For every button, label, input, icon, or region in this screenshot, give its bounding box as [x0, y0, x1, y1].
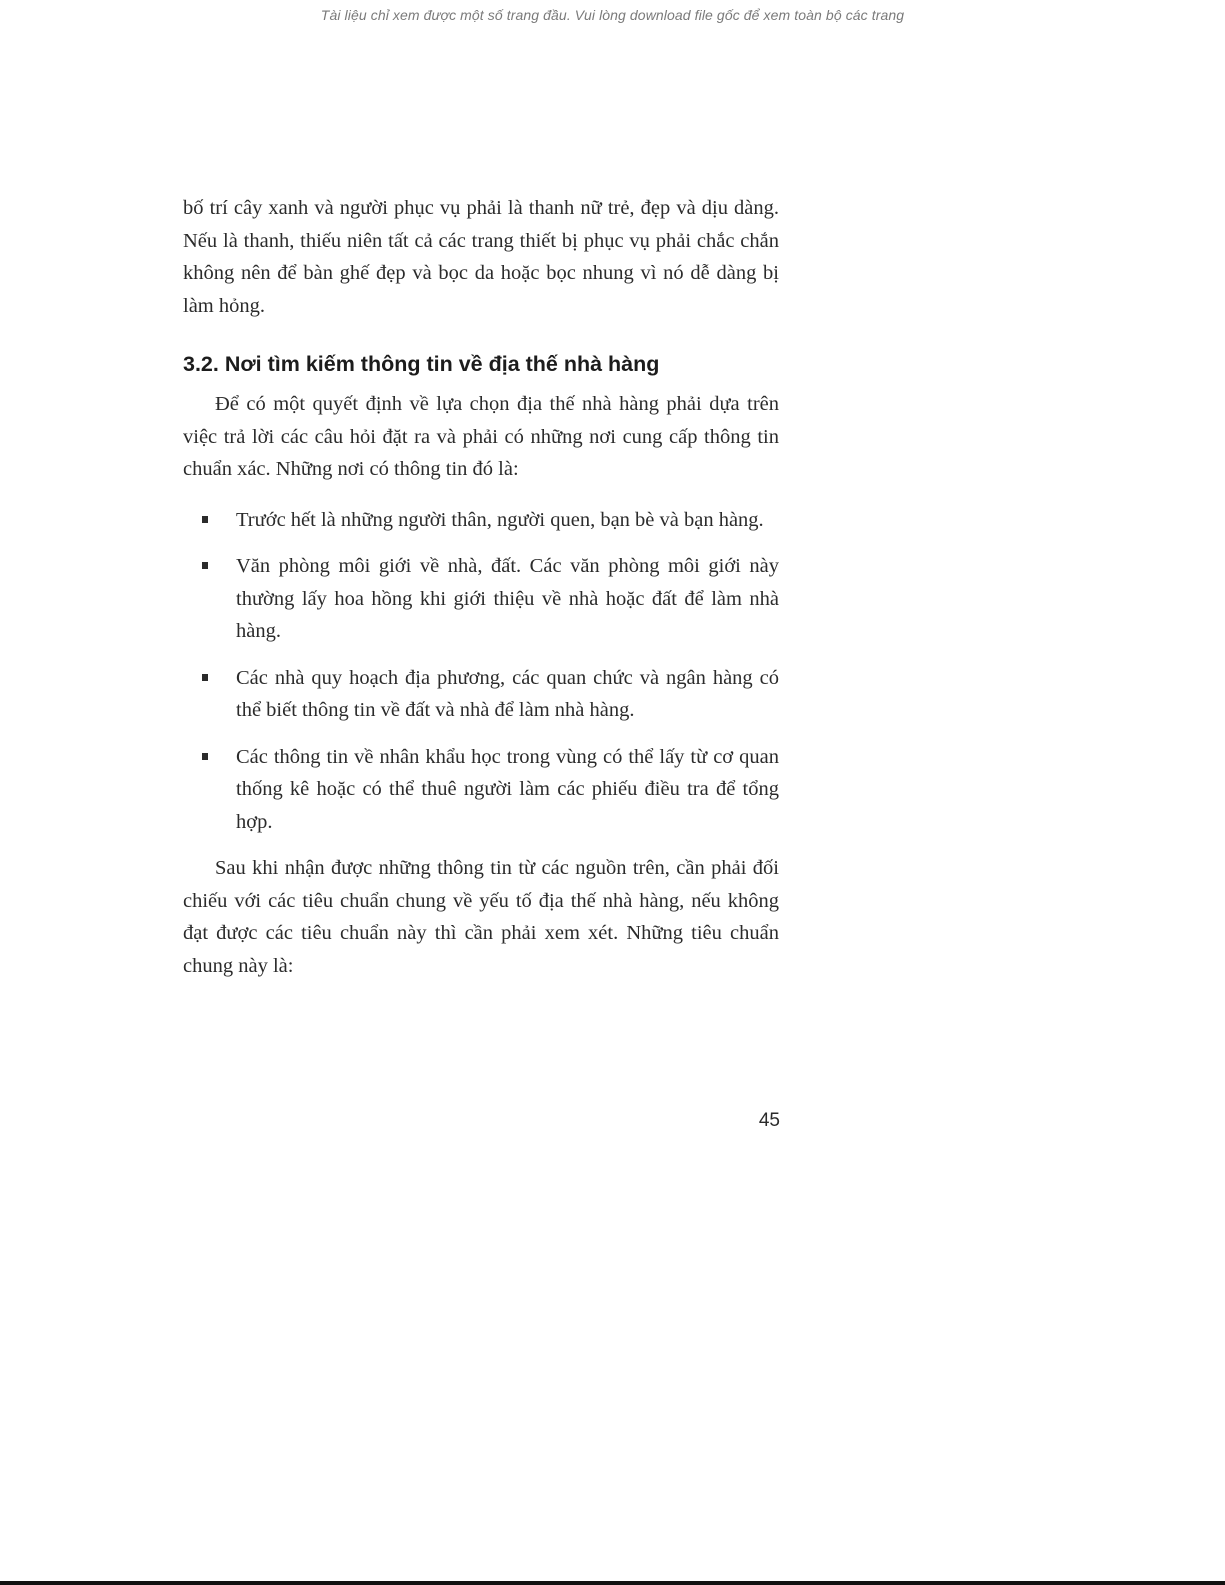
list-item	[183, 550, 779, 648]
bullet-icon	[202, 753, 208, 760]
list-item-text: Văn phòng môi giới về nhà, đất. Các văn phòng môi giới này thường lấy hoa hồng khi giới thiệu về nhà hoặc đất để làm nhà hàng.	[236, 555, 779, 642]
list-item-text: Các thông tin về nhân khẩu học trong vùng có thể lấy từ cơ quan thống kê hoặc có thể thuê người làm các phiếu điều tra để tổng hợp.	[236, 745, 779, 833]
document-page	[183, 192, 779, 982]
closing-paragraph: Sau khi nhận được những thông tin từ các nguồn trên, cần phải đối chiếu với các tiêu chuẩn chung về yếu tố địa thế nhà hàng, nếu không đạt được các tiêu chuẩn này thì cần phải xem xét. Những tiêu chuẩn chung này là:	[183, 857, 779, 977]
page-number: 45	[758, 1110, 780, 1131]
bottom-border	[0, 1581, 1225, 1585]
bullet-icon	[202, 516, 208, 523]
list-item	[183, 504, 779, 537]
intro-paragraph: bố trí cây xanh và người phục vụ phải là thanh nữ trẻ, đẹp và dịu dàng. Nếu là thanh, thiếu niên tất cả các trang thiết bị phục vụ phải chắc chắn không nên để bàn ghế đẹp và bọc da hoặc bọc nhung vì nó dễ dàng bị làm hỏng.	[183, 197, 779, 317]
list-item-text: Trước hết là những người thân, người quen, bạn bè và bạn hàng.	[236, 508, 764, 531]
preview-notice: Tài liệu chỉ xem được một số trang đầu. Vui lòng download file gốc để xem toàn bộ các trang	[320, 7, 905, 23]
list-item	[183, 662, 779, 727]
list-item	[183, 741, 779, 839]
list-item-text: Các nhà quy hoạch địa phương, các quan chức và ngân hàng có thể biết thông tin về đất và nhà để làm nhà hàng.	[236, 666, 779, 721]
bullet-icon	[202, 674, 208, 681]
bullet-icon	[202, 562, 208, 569]
section-heading: 3.2. Nơi tìm kiếm thông tin về địa thế nhà hàng	[183, 352, 660, 376]
bullet-list	[183, 504, 779, 839]
section-intro-paragraph: Để có một quyết định về lựa chọn địa thế nhà hàng phải dựa trên việc trả lời các câu hỏi đặt ra và phải có những nơi cung cấp thông tin chuẩn xác. Những nơi có thông tin đó là:	[183, 393, 779, 480]
